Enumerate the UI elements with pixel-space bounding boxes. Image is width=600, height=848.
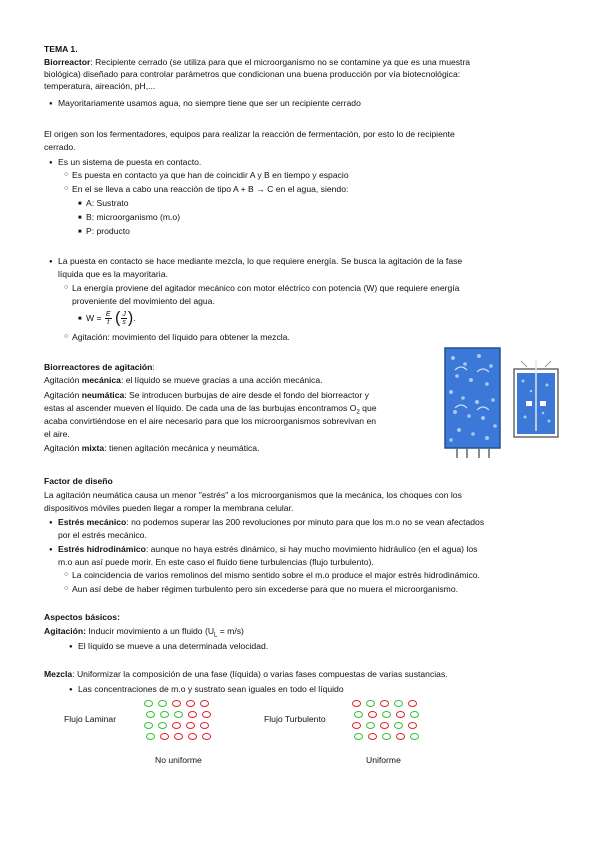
red-cell	[172, 700, 181, 707]
green-cell	[146, 711, 155, 718]
green-cell	[158, 722, 167, 729]
green-cell	[158, 700, 167, 707]
green-cell	[410, 711, 419, 718]
red-cell	[408, 700, 417, 707]
red-cell	[174, 733, 183, 740]
origin-item-a: ■ A: Sustrato	[86, 197, 129, 209]
pneumatic-reactor-image	[443, 346, 503, 462]
red-cell	[188, 711, 197, 718]
pneumatic-agitation-l3: acaba convirtiéndose en el aire necesario para que los microorganismos sobrevivan en	[44, 416, 377, 426]
red-cell	[160, 733, 169, 740]
origin-paragraph-l1: El origen son los fermentadores, equipos para realizar la reacción de fermentación, por esto lo de recipiente	[44, 129, 455, 139]
green-cell	[382, 711, 391, 718]
red-cell	[380, 722, 389, 729]
green-cell	[366, 722, 375, 729]
green-cell	[394, 700, 403, 707]
hydrodynamic-sub1: ○ La coincidencia de varios remolinos del mismo sentido sobre el m.o produce el major estrés hidrodinámico.	[72, 569, 480, 581]
pneumatic-agitation: Agitación neumática: Se introducen burbujas de aire desde el fondo del biorreactor y	[44, 390, 369, 400]
red-cell	[368, 711, 377, 718]
laminar-flow-label: Flujo Laminar	[64, 714, 117, 724]
green-cell	[174, 711, 183, 718]
laminar-caption: No uniforme	[155, 755, 202, 765]
bioreactor-bullet: ● Mayoritariamente usamos agua, no siempre tiene que ser un recipiente cerrado	[58, 97, 361, 109]
bioreactor-definition: Biorreactor: Recipiente cerrado (se utiliza para que el microorganismo no se contamine ya que es una muestra	[44, 57, 471, 67]
hydrodynamic-stress: ● Estrés hidrodinámico: aunque no haya estrés dinámico, si hay mucho movimiento hidráulico (en el agua) los	[58, 543, 477, 555]
mechanical-reactor-image	[511, 357, 561, 441]
basics-heading: Aspectos básicos:	[44, 612, 120, 622]
bioreactor-term: Biorreactor	[44, 57, 91, 67]
mixture-bullet: ● Las concentraciones de m.o y sustrato sean iguales en todo el líquido	[78, 683, 344, 695]
fraction-energy-time: $\frac{E}{t}$	[105, 311, 111, 327]
origin-paragraph-l2: cerrado.	[44, 142, 76, 152]
red-cell	[202, 711, 211, 718]
origin-sub2: ○ En el se lleva a cabo una reacción de tipo A + B → C en el agua, siendo:	[72, 183, 348, 195]
mechanical-agitation: Agitación mecánica: el líquido se mueve gracias a una acción mecánica.	[44, 375, 323, 385]
mixing-sub1-l2: proveniente del movimiento del agua.	[72, 296, 215, 306]
mixing-sub1-l1: ○ La energía proviene del agitador mecánico con motor eléctrico con potencia (W) que requiere energía	[72, 282, 459, 294]
green-cell	[354, 711, 363, 718]
red-cell	[172, 722, 181, 729]
green-cell	[144, 700, 153, 707]
hydrodynamic-stress-l2: m.o aun así puede morir. En este caso el fluido tiene turbulencias (flujo turbulento).	[58, 557, 374, 567]
origin-item-b: ■ B: microorganismo (m.o)	[86, 211, 180, 223]
agitation-heading: Biorreactores de agitación:	[44, 362, 155, 372]
red-cell	[396, 733, 405, 740]
red-cell	[200, 722, 209, 729]
green-cell	[394, 722, 403, 729]
fraction-joule-second: $\frac{J}{s}$	[122, 311, 126, 327]
bioreactor-definition-l3: temperatura, aireación, pH,...	[44, 81, 156, 91]
design-heading: Factor de diseño	[44, 476, 113, 486]
page-title: TEMA 1.	[44, 44, 78, 54]
green-cell	[382, 733, 391, 740]
mechanical-stress: ● Estrés mecánico: no podemos superar las 200 revoluciones por minuto para que los m.o no se vean afectados	[58, 516, 484, 528]
green-cell	[366, 700, 375, 707]
mixing-bullet-l1: ● La puesta en contacto se hace mediante mezcla, lo que requiere energía. Se busca la agitación de la fase	[58, 255, 462, 267]
origin-sub1: ○ Es puesta en contacto ya que han de coincidir A y B en tiempo y espacio	[72, 169, 349, 181]
mixed-agitation: Agitación mixta: tienen agitación mecánica y neumática.	[44, 443, 260, 453]
agitation-definition: Agitación: Inducir movimiento a un fluido $(U_L = m/s)$	[44, 626, 244, 639]
red-cell	[408, 722, 417, 729]
mixing-bullet-l2: líquida que es la mayoritaria.	[58, 269, 168, 279]
bioreactor-definition-l2: biológica) diseñado para controlar parámetros que condicionan una buena producción por vía biotecnológica:	[44, 69, 461, 79]
mixture-definition: Mezcla: Uniformizar la composición de una fase (líquida) o varias fases compuestas de varias sustancias.	[44, 669, 448, 679]
red-cell	[200, 700, 209, 707]
red-cell	[202, 733, 211, 740]
green-cell	[354, 733, 363, 740]
origin-item-p: ■ P: producto	[86, 225, 130, 237]
green-cell	[144, 722, 153, 729]
green-cell	[410, 733, 419, 740]
turbulent-caption: Uniforme	[366, 755, 401, 765]
laminar-flow-diagram	[144, 700, 216, 746]
hydrodynamic-sub2: ○ Aun así debe de haber régimen turbulento pero sin excederse para que no muera el microorganismo.	[72, 583, 458, 595]
design-paragraph-l2: dispositivos móviles pueden llegar a romper la membrana celular.	[44, 503, 294, 513]
red-cell	[352, 700, 361, 707]
red-cell	[380, 700, 389, 707]
red-cell	[186, 700, 195, 707]
turbulent-flow-diagram	[352, 700, 424, 746]
pneumatic-agitation-l4: el aire.	[44, 429, 70, 439]
design-paragraph-l1: La agitación neumática causa un menor "estrés" a los microorganismos que la mecánica, los choques con los	[44, 490, 462, 500]
green-cell	[160, 711, 169, 718]
agitation-bullet: ● El líquido se mueve a una determinada velocidad.	[78, 640, 268, 652]
red-cell	[188, 733, 197, 740]
green-cell	[146, 733, 155, 740]
mixing-sub2: ○ Agitación: movimiento del líquido para obtener la mezcla.	[72, 331, 290, 343]
mechanical-stress-l2: por el estrés mecánico.	[58, 530, 147, 540]
turbulent-flow-label: Flujo Turbulento	[264, 714, 326, 724]
red-cell	[368, 733, 377, 740]
origin-bullet: ● Es un sistema de puesta en contacto.	[58, 156, 201, 168]
pneumatic-agitation-l2: estas al ascender mueven el líquido. De cada una de las burbujas encontramos $O_2$ que	[44, 403, 377, 416]
red-cell	[352, 722, 361, 729]
red-cell	[396, 711, 405, 718]
red-cell	[186, 722, 195, 729]
power-formula: ■ W = $\frac{E}{t}$ ( $\frac{J}{s}$ ).	[86, 308, 136, 329]
